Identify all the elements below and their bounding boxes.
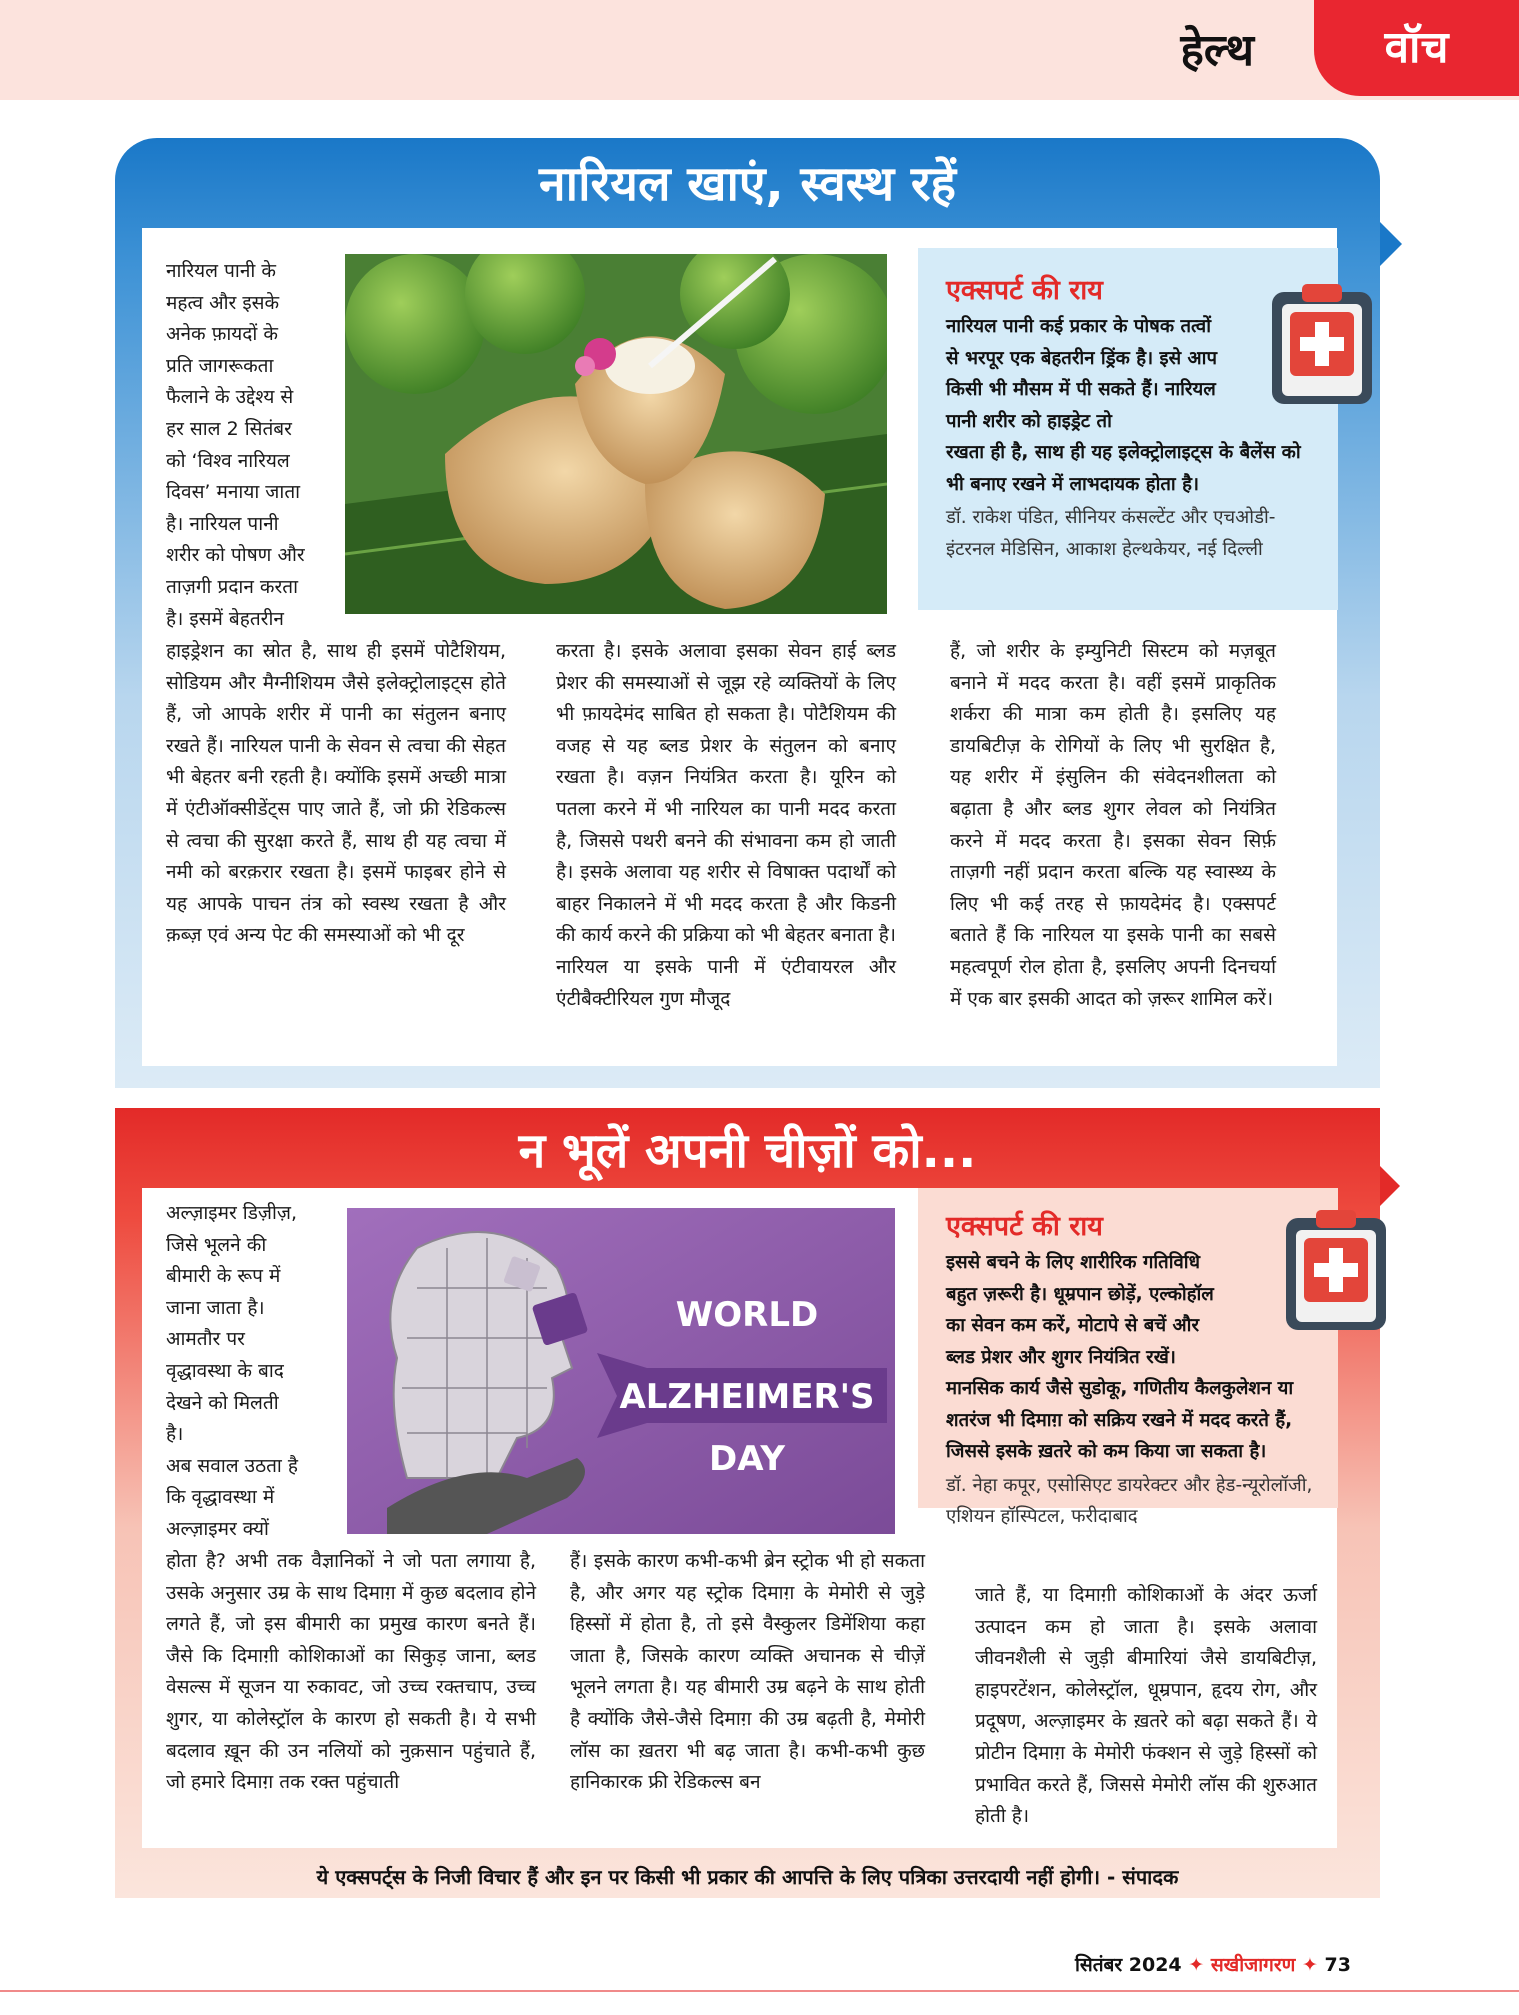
expert-opinion: नारियल पानी कई प्रकार के पोषक तत्वों से भरपूर एक बेहतरीन ड्रिंक है। इसे आप किसी भी मौसम में पी सकते हैं। नारियल पानी शरीर को हाइड्रेट तो (946, 316, 1217, 432)
article1-col1-top: नारियल पानी के महत्व और इसके अनेक फ़ायदों के प्रति जागरूकता फैलाने के उद्देश्य से हर साल 2 सितंबर को ‘विश्व नारियल दिवस’ मनाया जाता है। नारियल पानी शरीर को पोषण और ताज़गी प्रदान करता है। इसमें बेहतरीन (166, 260, 305, 630)
image-text-day: DAY (709, 1439, 785, 1479)
expert-title: एक्सपर्ट की राय (946, 275, 1103, 306)
page-number: 73 (1324, 1954, 1351, 1976)
article2-col1-bottom: होता है? अभी तक वैज्ञानिकों ने जो पता लगाया है, उसके अनुसार उम्र के साथ दिमाग़ में कुछ बदलाव होने लगते हैं, जो इस बीमारी का प्रमुख कारण बनते हैं। जैसे कि दिमाग़ी कोशिकाओं का सिकुड़ जाना, ब्लड वेसल्स में सूजन या रुकावट, जो उच्च रक्तचाप, उच्च शुगर, या कोलेस्ट्रॉल के कारण हो सकती है। ये सभी बदलाव ख़ून की उन नलियों को नुक़सान पहुंचाते हैं, जो हमारे दिमाग़ तक रक्त पहुंचाती (166, 1550, 536, 1794)
article2-frame-tip (1380, 1166, 1400, 1206)
article1-col2: करता है। इसके अलावा इसका सेवन हाई ब्लड प्रेशर की समस्याओं से जूझ रहे व्यक्तियों के लिए भी फ़ायदेमंद साबित हो सकता है। पोटैशियम की वजह से यह ब्लड प्रेशर के संतुलन को बनाए रखता है। वज़न नियंत्रित करता है। यूरिन को पतला करने में भी नारियल का पानी मदद करता है, जिससे पथरी बनने की संभावना कम हो जाती है। इसके अलावा यह शरीर से विषाक्त पदार्थों को बाहर निकालने में भी मदद करता है और किडनी की कार्य करने की प्रक्रिया को भी बेहतर बनाता है। नारियल या इसके पानी में एंटीवायरल और एंटीबैक्टीरियल गुण मौजूद (556, 640, 896, 1010)
image-text-alzheimers: ALZHEIMER'S (619, 1377, 875, 1417)
editor-disclaimer: ये एक्सपर्ट्स के निजी विचार हैं और इन पर किसी भी प्रकार की आपत्ति के लिए पत्रिका उत्तरदायी नहीं होगी। - संपादक (316, 1865, 1179, 1889)
image-text-world: WORLD (675, 1295, 819, 1335)
expert-opinion-cont: मानसिक कार्य जैसे सुडोकू, गणितीय कैलकुलेशन या शतरंज भी दिमाग़ को सक्रिय रखने में मदद करते हैं, जिससे इसके ख़तरे को कम किया जा सकता है। (946, 1378, 1294, 1462)
article2-col3: जाते हैं, या दिमाग़ी कोशिकाओं के अंदर ऊर्जा उत्पादन कम हो जाता है। इसके अलावा जीवनशैली से जुड़ी बीमारियां जैसे डायबिटीज़, हाइपरटेंशन, कोलेस्ट्रॉल, धूम्रपान, हृदय रोग, और प्रदूषण, अल्ज़ाइमर के ख़तरे को बढ़ा सकते हैं। ये प्रोटीन दिमाग़ के मेमोरी फंक्शन से जुड़े हिस्सों को प्रभावित करते हैं, जिससे मेमोरी लॉस की शुरुआत होती है। (975, 1584, 1317, 1828)
top-banner (0, 0, 1519, 100)
article1-title: नारियल खाएं, स्वस्थ रहें (539, 156, 956, 212)
coconut-image (345, 254, 887, 614)
footer-separator: ✦ (1188, 1954, 1205, 1976)
alzheimer-illustration (347, 1208, 895, 1534)
article2-col2: हैं। इसके कारण कभी-कभी ब्रेन स्ट्रोक भी हो सकता है, और अगर यह स्ट्रोक दिमाग़ के मेमोरी से जुड़े हिस्सों में होता है, तो इसे वैस्कुलर डिमेंशिया कहा जाता है, जिसके कारण व्यक्ति अचानक से चीज़ें भूलने लगता है। यह बीमारी उम्र बढ़ने के साथ होती है क्योंकि जैसे-जैसे दिमाग़ की उम्र बढ़ती है, मेमोरी लॉस का ख़तरा भी बढ़ जाता है। कभी-कभी कुछ हानिकारक फ्री रेडिकल्स बन (570, 1550, 925, 1794)
article1-col1-bottom: हाइड्रेशन का स्रोत है, साथ ही इसमें पोटैशियम, सोडियम और मैग्नीशियम जैसे इलेक्ट्रोलाइट्स होते हैं, जो आपके शरीर में पानी का संतुलन बनाए रखते हैं। नारियल पानी के सेवन से त्वचा की सेहत भी बेहतर बनी रहती है। क्योंकि इसमें अच्छी मात्रा में एंटीऑक्सीडेंट्स पाए जाते हैं, जो फ्री रेडिकल्स से त्वचा की सुरक्षा करते हैं, साथ ही यह त्वचा में नमी को बरक़रार रखता है। इसमें फाइबर होने से यह आपके पाचन तंत्र को स्वस्थ रखता है और क़ब्ज़ एवं अन्य पेट की समस्याओं को भी दूर (166, 640, 506, 947)
expert-author: डॉ. राकेश पंडित, सीनियर कंसल्टेंट और एचओडी-इंटरनल मेडिसिन, आकाश हेल्थकेयर, नई दिल्ली (946, 507, 1276, 560)
footer-month: सितंबर 2024 (1074, 1954, 1182, 1976)
section-title: हेल्थ (1180, 25, 1254, 76)
footer-rule (0, 1990, 1519, 1992)
article2-col1-top: अल्ज़ाइमर डिज़ीज़, जिसे भूलने की बीमारी के रूप में जाना जाता है। आमतौर पर वृद्धावस्था के बाद देखने को मिलती है। अब सवाल उठता है कि वृद्धावस्था में अल्ज़ाइमर क्यों (166, 1202, 298, 1540)
expert-opinion-cont: रखता ही है, साथ ही यह इलेक्ट्रोलाइट्स के बैलेंस को भी बनाए रखने में लाभदायक होता है। (946, 442, 1301, 495)
article1-col3: हैं, जो शरीर के इम्युनिटी सिस्टम को मज़बूत बनाने में मदद करता है। वहीं इसमें प्राकृतिक शर्करा की मात्रा कम होती है। इसलिए यह डायबिटीज़ के रोगियों के लिए भी सुरक्षित है, यह शरीर में इंसुलिन की संवेदनशीलता को बढ़ाता है और ब्लड शुगर लेवल को नियंत्रित करने में मदद करता है। इसका सेवन सिर्फ़ ताज़गी नहीं प्रदान करता बल्कि यह स्वास्थ्य के लिए भी कई तरह से फ़ायदेमंद है। एक्सपर्ट बताते हैं कि नारियल या इसके पानी का सबसे महत्वपूर्ण रोल होता है, इसलिए अपनी दिनचर्या में एक बार इसकी आदत को ज़रूर शामिल करें। (950, 640, 1276, 1010)
expert-title: एक्सपर्ट की राय (946, 1211, 1103, 1242)
page-footer (1075, 1951, 1351, 1977)
footer-separator: ✦ (1302, 1954, 1318, 1976)
expert-author: डॉ. नेहा कपूर, एसोसिएट डायरेक्टर और हेड-न्यूरोलॉजी, एशियन हॉस्पिटल, फरीदाबाद (946, 1474, 1313, 1527)
expert-opinion: इससे बचने के लिए शारीरिक गतिविधि बहुत ज़रूरी है। धूम्रपान छोड़ें, एल्कोहॉल का सेवन कम करें, मोटापे से बचें और ब्लड प्रेशर और शुगर नियंत्रित रखें। (946, 1252, 1214, 1368)
article1-frame-tip (1380, 222, 1402, 266)
article2-title: न भूलें अपनी चीज़ों को... (518, 1123, 977, 1179)
section-tag: वॉच (1314, 0, 1519, 96)
coconut-illustration (345, 254, 887, 614)
clipboard-icon (1268, 282, 1378, 407)
alzheimers-day-image (347, 1208, 895, 1534)
footer-brand: सखीजागरण (1210, 1954, 1296, 1976)
article2-expert-box (918, 1188, 1338, 1527)
clipboard-icon (1282, 1208, 1392, 1333)
